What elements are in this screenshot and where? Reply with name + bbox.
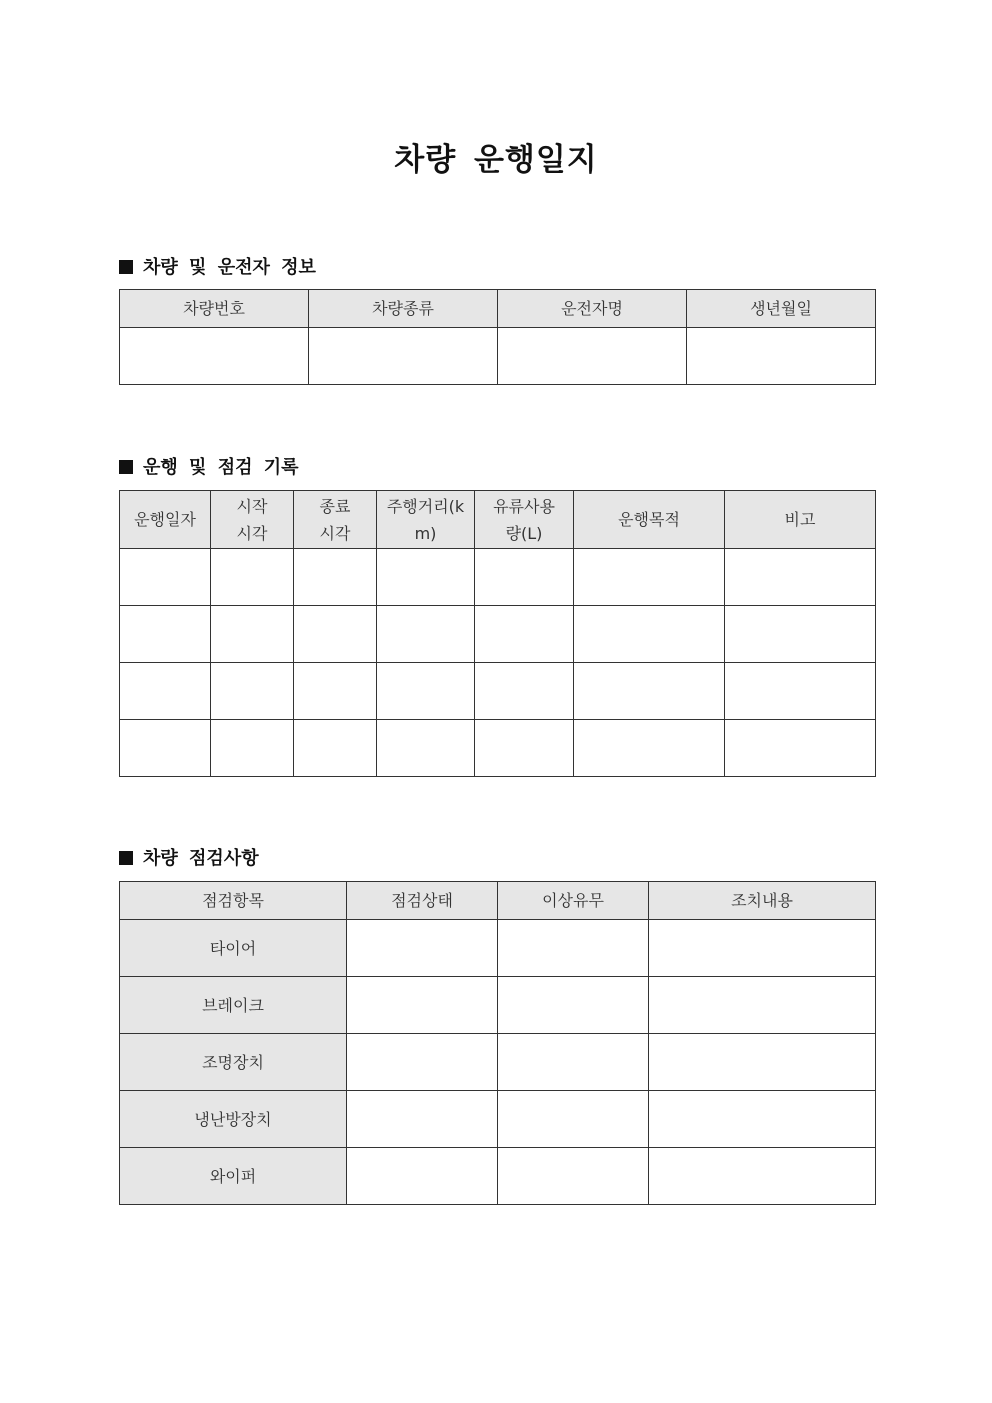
column-header-date: 운행일자 <box>120 491 211 549</box>
inspection-item-brake: 브레이크 <box>120 977 347 1034</box>
inspection-table <box>119 881 876 1205</box>
date-cell[interactable] <box>120 663 211 720</box>
end-time-cell[interactable] <box>294 606 377 663</box>
purpose-cell[interactable] <box>574 663 725 720</box>
table-header-row <box>120 882 876 920</box>
table-row <box>120 328 876 385</box>
table-row <box>120 663 876 720</box>
abnormality-cell[interactable] <box>498 1148 649 1205</box>
column-header-start-time: 시작시각 <box>211 491 294 549</box>
remarks-cell[interactable] <box>725 549 876 606</box>
action-taken-cell[interactable] <box>649 920 876 977</box>
fuel-usage-cell[interactable] <box>475 720 574 777</box>
square-bullet-icon <box>119 260 133 274</box>
table-row <box>120 920 876 977</box>
column-header-action-taken: 조치내용 <box>649 882 876 920</box>
distance-cell[interactable] <box>377 606 475 663</box>
square-bullet-icon <box>119 851 133 865</box>
column-header-inspection-status: 점검상태 <box>347 882 498 920</box>
page-title: 차량 운행일지 <box>394 142 598 178</box>
end-time-cell[interactable] <box>294 549 377 606</box>
inspection-status-cell[interactable] <box>347 920 498 977</box>
inspection-item-hvac: 냉난방장치 <box>120 1091 347 1148</box>
section-heading-label: 차량 점검사항 <box>143 848 259 869</box>
inspection-item-lighting: 조명장치 <box>120 1034 347 1091</box>
column-header-distance: 주행거리(km) <box>377 491 475 549</box>
purpose-cell[interactable] <box>574 720 725 777</box>
driver-name-cell[interactable] <box>498 328 687 385</box>
square-bullet-icon <box>119 460 133 474</box>
column-header-inspection-item: 점검항목 <box>120 882 347 920</box>
action-taken-cell[interactable] <box>649 1091 876 1148</box>
distance-cell[interactable] <box>377 549 475 606</box>
column-header-driver-name: 운전자명 <box>498 290 687 328</box>
vehicle-driver-info-table <box>119 289 876 385</box>
operation-log-table <box>119 490 876 777</box>
section-heading-label: 차량 및 운전자 정보 <box>143 257 316 278</box>
fuel-usage-cell[interactable] <box>475 549 574 606</box>
date-cell[interactable] <box>120 720 211 777</box>
table-row <box>120 1034 876 1091</box>
abnormality-cell[interactable] <box>498 977 649 1034</box>
action-taken-cell[interactable] <box>649 1148 876 1205</box>
vehicle-type-cell[interactable] <box>309 328 498 385</box>
date-cell[interactable] <box>120 606 211 663</box>
column-header-vehicle-type: 차량종류 <box>309 290 498 328</box>
action-taken-cell[interactable] <box>649 977 876 1034</box>
abnormality-cell[interactable] <box>498 1034 649 1091</box>
start-time-cell[interactable] <box>211 663 294 720</box>
remarks-cell[interactable] <box>725 606 876 663</box>
column-header-purpose: 운행목적 <box>574 491 725 549</box>
inspection-item-tire: 타이어 <box>120 920 347 977</box>
remarks-cell[interactable] <box>725 663 876 720</box>
section-heading-vehicle-driver-info <box>119 253 316 279</box>
table-row <box>120 977 876 1034</box>
abnormality-cell[interactable] <box>498 920 649 977</box>
table-row <box>120 720 876 777</box>
column-header-fuel-usage: 유류사용량(L) <box>475 491 574 549</box>
vehicle-number-cell[interactable] <box>120 328 309 385</box>
table-row <box>120 606 876 663</box>
start-time-cell[interactable] <box>211 549 294 606</box>
purpose-cell[interactable] <box>574 606 725 663</box>
inspection-item-wiper: 와이퍼 <box>120 1148 347 1205</box>
fuel-usage-cell[interactable] <box>475 606 574 663</box>
column-header-abnormality: 이상유무 <box>498 882 649 920</box>
section-heading-label: 운행 및 점검 기록 <box>143 457 299 478</box>
column-header-vehicle-number: 차량번호 <box>120 290 309 328</box>
date-cell[interactable] <box>120 549 211 606</box>
column-header-end-time: 종료시각 <box>294 491 377 549</box>
purpose-cell[interactable] <box>574 549 725 606</box>
inspection-status-cell[interactable] <box>347 1034 498 1091</box>
inspection-status-cell[interactable] <box>347 1148 498 1205</box>
end-time-cell[interactable] <box>294 720 377 777</box>
birth-date-cell[interactable] <box>687 328 876 385</box>
fuel-usage-cell[interactable] <box>475 663 574 720</box>
remarks-cell[interactable] <box>725 720 876 777</box>
table-row <box>120 1148 876 1205</box>
section-heading-inspection <box>119 844 259 870</box>
table-row <box>120 1091 876 1148</box>
action-taken-cell[interactable] <box>649 1034 876 1091</box>
column-header-birth-date: 생년월일 <box>687 290 876 328</box>
start-time-cell[interactable] <box>211 606 294 663</box>
inspection-status-cell[interactable] <box>347 977 498 1034</box>
inspection-status-cell[interactable] <box>347 1091 498 1148</box>
table-header-row <box>120 491 876 549</box>
table-row <box>120 549 876 606</box>
abnormality-cell[interactable] <box>498 1091 649 1148</box>
end-time-cell[interactable] <box>294 663 377 720</box>
table-header-row <box>120 290 876 328</box>
distance-cell[interactable] <box>377 663 475 720</box>
column-header-remarks: 비고 <box>725 491 876 549</box>
start-time-cell[interactable] <box>211 720 294 777</box>
section-heading-operation-log <box>119 453 299 479</box>
distance-cell[interactable] <box>377 720 475 777</box>
